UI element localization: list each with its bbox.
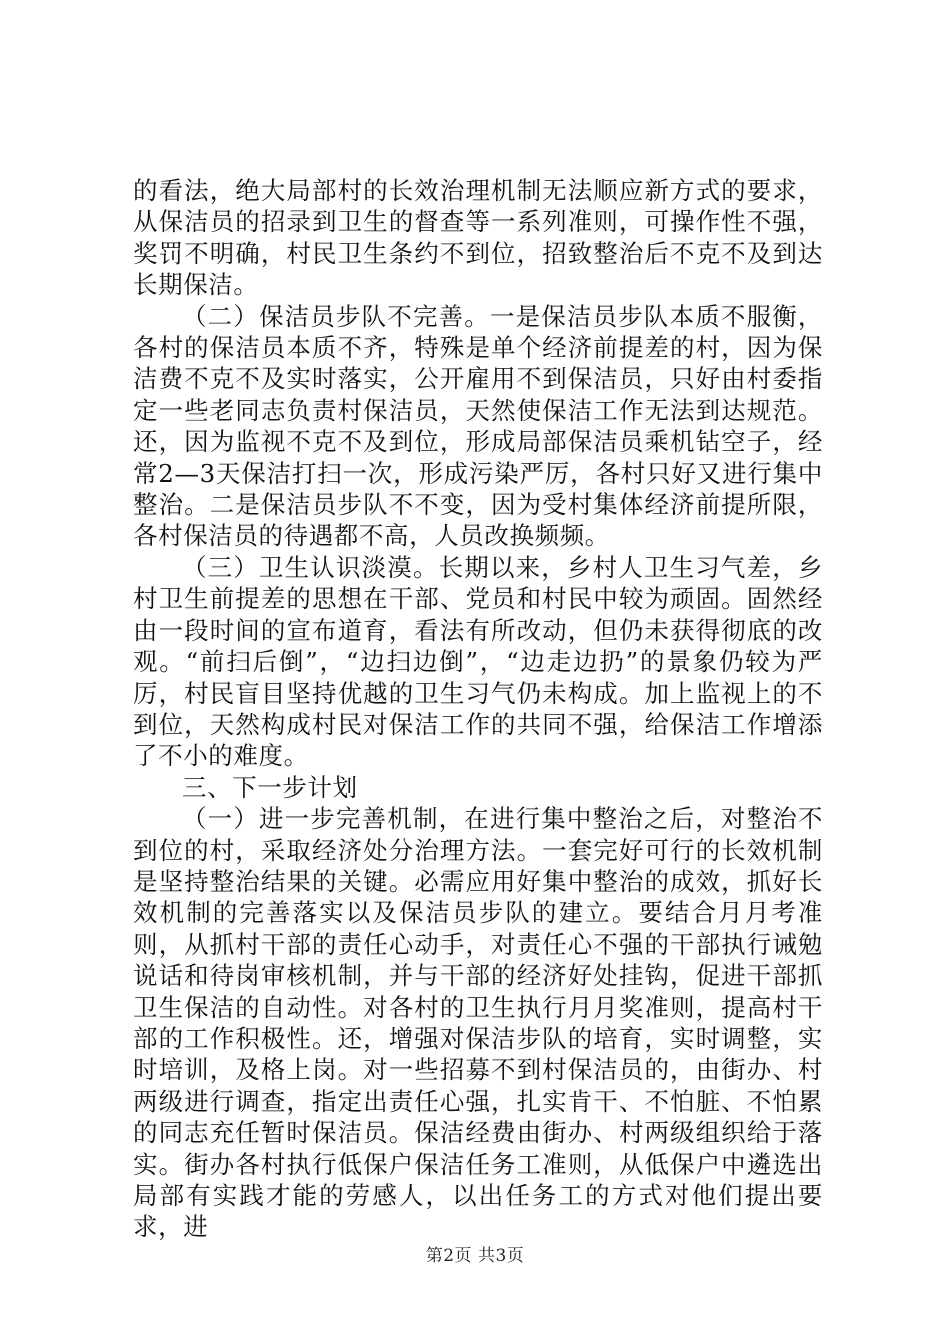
section-heading-next-plan: 三、下一步计划 (182, 772, 358, 802)
page-footer: 第2页 共3页 (425, 1246, 525, 1266)
document-body (133, 175, 823, 1243)
paragraph-cleaner-team: （二）保洁员步队不完善。一是保洁员步队本质不服衡，各村的保洁员本质不齐，特殊是单个经济前提差的村，因为保洁费不克不及实时落实，公开雇用不到保洁员，只好由村委指定一些老同志负责村保洁员，天然使保洁工作无法到达规范。还，因为监视不克不及到位，形成局部保洁员乘机钻空子，经常2—3天保洁打扫一次，形成污染严厉，各村只好又进行集中整治。二是保洁员步队不不变，因为受村集体经济前提所限，各村保洁员的待遇都不高，人员改换频频。 (133, 301, 823, 551)
paragraph-continuation: 的看法，绝大局部村的长效治理机制无法顺应新方式的要求，从保洁员的招录到卫生的督查等一系列准则，可操作性不强，奖罚不明确，村民卫生条约不到位，招致整治后不克不及到达长期保洁。 (133, 176, 823, 300)
paragraph-improve-mechanism: （一）进一步完善机制，在进行集中整治之后，对整治不到位的村，采取经济处分治理方法。一套完好可行的长效机制是坚持整治结果的关键。必需应用好集中整治的成效，抓好长效机制的完善落实以及保洁员步队的建立。要结合月月考准则，从抓村干部的责任心动手，对责任心不强的干部执行诫勉说话和待岗审核机制，并与干部的经济好处挂钩，促进干部抓卫生保洁的自动性。对各村的卫生执行月月奖准则，提高村干部的工作积极性。还，增强对保洁步队的培育，实时调整，实时培训，及格上岗。对一些招募不到村保洁员的，由街办、村两级进行调查，指定出责任心强，扎实肯干、不怕脏、不怕累的同志充任暂时保洁员。保洁经费由街办、村两级组织给于落实。街办各村执行低保户保洁任务工准则，从低保户中遴选出局部有实践才能的劳感人，以出任务工的方式对他们提出要求，进 (133, 804, 823, 1242)
paragraph-hygiene-awareness: （三）卫生认识淡漠。长期以来，乡村人卫生习气差，乡村卫生前提差的思想在干部、党员和村民中较为顽固。固然经由一段时间的宣布道育，看法有所改动，但仍未获得彻底的改观。“前扫后倒”，“边扫边倒”，“边走边扔”的景象仍较为严厉，村民盲目坚持优越的卫生习气仍未构成。加上监视上的不到位，天然构成村民对保洁工作的共同不强，给保洁工作增添了不小的难度。 (133, 552, 823, 771)
